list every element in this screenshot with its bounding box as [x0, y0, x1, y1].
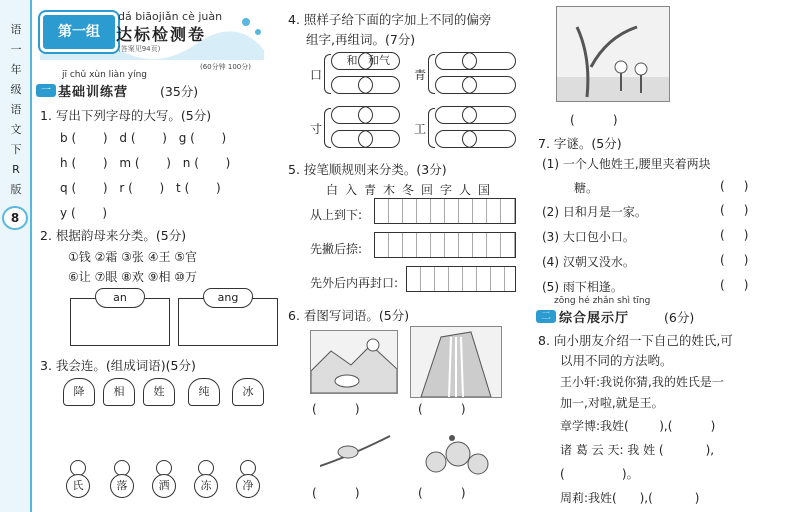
- blank-oval[interactable]: [462, 52, 516, 70]
- writing-grid[interactable]: [374, 232, 516, 258]
- q8-line: 王小轩:我说你猜,我的姓氏是一: [560, 375, 724, 389]
- q1-title: 1. 写出下列字母的大写。(5分): [40, 108, 212, 123]
- answer-blank[interactable]: ( ): [418, 486, 466, 500]
- q4-char: 寸: [310, 122, 323, 136]
- answer-blank[interactable]: ( ): [720, 179, 749, 193]
- q3-title: 3. 我会连。(组成词语)(5分): [40, 358, 196, 373]
- picture-waterfall: [410, 326, 502, 398]
- writing-grid[interactable]: [406, 266, 516, 292]
- answer-blank[interactable]: ( ): [570, 113, 618, 127]
- hat-char: 降: [63, 378, 95, 406]
- letter-row: y ( ): [60, 206, 108, 220]
- writing-grid[interactable]: [374, 198, 516, 224]
- q4-char: 口: [310, 68, 323, 82]
- q8-title: 以用不同的方法哟。: [560, 353, 673, 368]
- snowman-char: 洒: [152, 474, 176, 498]
- section2-badge: 二: [536, 310, 556, 323]
- picture-bird-branch: [320, 426, 394, 478]
- heart-label-an: an: [95, 288, 145, 308]
- answer-blank[interactable]: ( ): [720, 228, 749, 242]
- example-char: 和: [331, 52, 373, 70]
- riddle: (3) 大口包小口。: [542, 230, 635, 244]
- example-word: 和气: [358, 52, 400, 70]
- picture-tree-children: [556, 6, 670, 102]
- letter-row: q ( ) r ( ) t ( ): [60, 181, 221, 195]
- riddle: (5) 雨下相逢。: [542, 280, 623, 294]
- answer-blank[interactable]: ( ): [720, 278, 749, 292]
- answer-blank[interactable]: ( ): [312, 402, 360, 416]
- q7-title: 7. 字谜。(5分): [538, 136, 622, 151]
- section1-pinyin: jī chǔ xùn liàn yíng: [62, 70, 147, 80]
- answer-blank[interactable]: ( ): [720, 253, 749, 267]
- answer-blank[interactable]: ( ): [312, 486, 360, 500]
- blank-oval[interactable]: [462, 130, 516, 148]
- side-char: 级: [10, 83, 22, 96]
- q2-items: ⑥让 ⑦眼 ⑧欢 ⑨相 ⑩万: [68, 270, 198, 284]
- answer-ref: (答案见94页): [118, 45, 161, 53]
- q5-row-label: 先外后内再封口:: [310, 276, 399, 290]
- answer-blank[interactable]: ( ): [720, 203, 749, 217]
- section2-score: (6分): [664, 310, 695, 325]
- q8-line[interactable]: ( )。: [560, 467, 639, 481]
- q5-row-label: 先撇后捺:: [310, 242, 363, 256]
- blank-oval[interactable]: [462, 106, 516, 124]
- q5-row-label: 从上到下:: [310, 208, 363, 222]
- q8-line[interactable]: 周莉:我姓( ),( ): [560, 491, 700, 505]
- side-char: 语: [10, 23, 22, 36]
- time-score: (60分钟 100分): [200, 63, 251, 71]
- title-pinyin: dá biāojiǎn cè juàn: [118, 10, 223, 23]
- snowman-char: 净: [236, 474, 260, 498]
- blank-oval[interactable]: [462, 76, 516, 94]
- picture-sun-lake: [310, 330, 398, 394]
- side-char: 文: [10, 123, 22, 136]
- blank-oval[interactable]: [358, 106, 400, 124]
- q4-char: 青: [414, 68, 427, 82]
- picture-flowers: [416, 426, 496, 484]
- side-char: 版: [10, 183, 22, 196]
- riddle: (4) 汉朝又没水。: [542, 255, 635, 269]
- snowman-char: 氏: [66, 474, 90, 498]
- page-title: 达标检测卷: [116, 25, 207, 44]
- q6-title: 6. 看图写词语。(5分): [288, 308, 410, 323]
- section1-score: (35分): [160, 84, 199, 99]
- section1-title: 基础训练营: [58, 85, 129, 100]
- letter-row: h ( ) m ( ) n ( ): [60, 156, 231, 170]
- hat-char: 相: [103, 378, 135, 406]
- hat-char: 冰: [232, 378, 264, 406]
- hat-char: 纯: [188, 378, 220, 406]
- blank-oval[interactable]: [358, 76, 400, 94]
- hat-char: 姓: [143, 378, 175, 406]
- blank-oval[interactable]: [358, 130, 400, 148]
- section2-pinyin: zōng hé zhǎn shì tīng: [554, 296, 651, 306]
- letter-row: b ( ) d ( ) g ( ): [60, 131, 227, 145]
- riddle: (2) 日和月是一家。: [542, 205, 647, 219]
- q4-char: 工: [414, 122, 427, 136]
- brace: [428, 54, 435, 94]
- brace: [428, 108, 435, 148]
- side-char: 年: [10, 63, 22, 76]
- riddle: (1) 一个人他姓王,腰里夹着两块: [542, 157, 711, 171]
- snowman-char: 落: [110, 474, 134, 498]
- q5-title: 5. 按笔顺规则来分类。(3分): [288, 162, 447, 177]
- section2-title: 综合展示厅: [559, 311, 630, 326]
- snowman-char: 冻: [194, 474, 218, 498]
- side-char: R: [12, 163, 20, 176]
- q8-line: 加一,对啦,就是王。: [560, 396, 664, 410]
- heart-label-ang: ang: [203, 288, 253, 308]
- side-char: 语: [10, 103, 22, 116]
- q4-title: 4. 照样子给下面的字加上不同的偏旁: [288, 12, 492, 27]
- q8-line[interactable]: 诸 葛 云 天: 我 姓 ( ),: [560, 443, 715, 457]
- q5-chars: 白入青木冬回字人国: [326, 183, 498, 197]
- side-char: 下: [10, 143, 22, 156]
- section1-badge: 一: [36, 84, 56, 97]
- page-number: 8: [2, 206, 28, 230]
- q8-title: 8. 向小朋友介绍一下自己的姓氏,可: [538, 333, 733, 348]
- q2-items: ①钱 ②霜 ③张 ④王 ⑤官: [68, 250, 198, 264]
- side-char: 一: [10, 43, 22, 56]
- answer-blank[interactable]: ( ): [418, 402, 466, 416]
- brace: [324, 108, 331, 148]
- brace: [324, 54, 331, 94]
- riddle: 糖。: [574, 181, 599, 195]
- q8-line[interactable]: 章学博:我姓( ),( ): [560, 419, 716, 433]
- group-badge: 第一组: [40, 12, 118, 52]
- q4-title: 组字,再组词。(7分): [306, 32, 416, 47]
- q2-title: 2. 根据韵母来分类。(5分): [40, 228, 187, 243]
